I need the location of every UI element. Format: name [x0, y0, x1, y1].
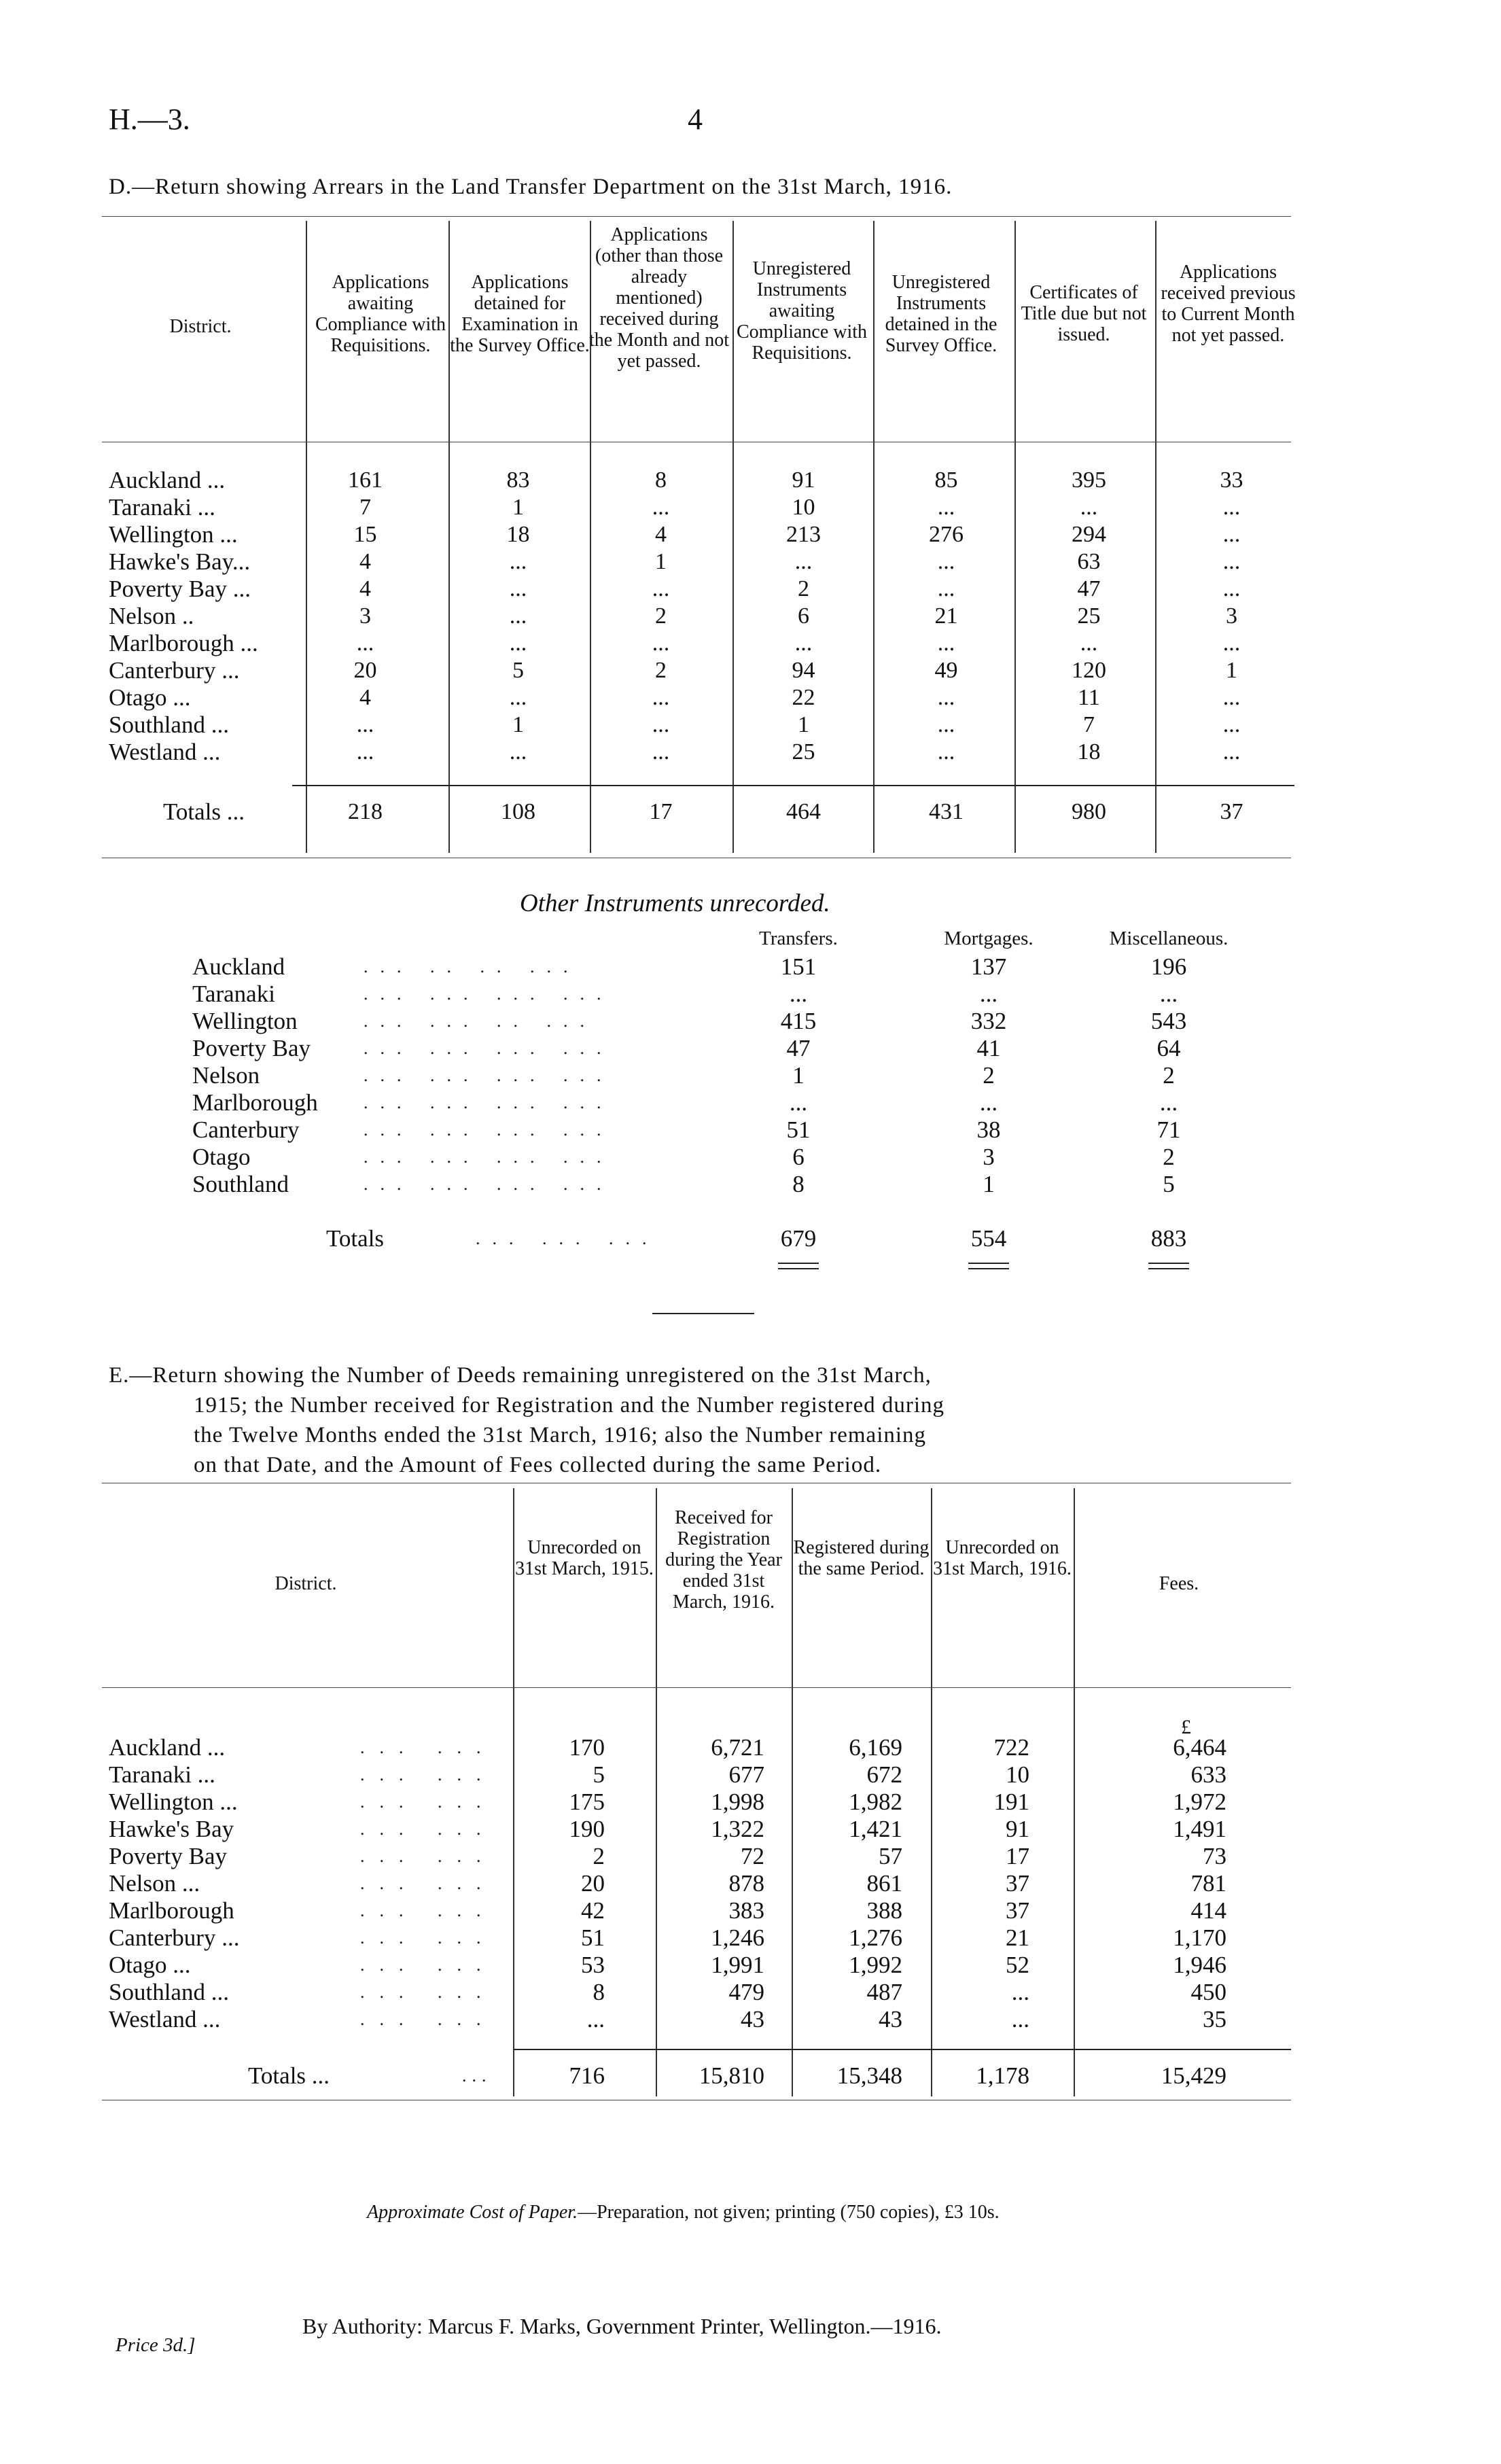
table-e-row-value: 1,246	[711, 1924, 764, 1951]
table-d-totals-value: 218	[348, 799, 383, 824]
other-instruments-double-rule	[778, 1263, 819, 1264]
table-d-row-value: ...	[652, 685, 670, 710]
other-instruments-district: Marlborough	[192, 1089, 318, 1116]
table-d-row-value: ...	[1222, 631, 1241, 656]
table-d-row-value: ...	[509, 631, 527, 656]
table-e-col-header: Fees.	[1159, 1573, 1199, 1594]
table-e-col-header: Unrecorded on 31st March, 1915.	[515, 1537, 654, 1579]
table-e-row-value: 43	[879, 2006, 902, 2032]
table-e-totals-value: 1,178	[976, 2062, 1029, 2089]
table-d-col-3: Applications (other than those already mentioned) received during the Month and not yet passed.	[588, 224, 730, 372]
table-e-row-value: 388	[866, 1897, 902, 1924]
table-e-row-value: 1,276	[849, 1924, 902, 1951]
page-number: 4	[688, 103, 703, 136]
other-instruments-value: 1	[983, 1171, 995, 1197]
table-d-row-value: ...	[937, 576, 955, 601]
table-e-title-line: E.—Return showing the Number of Deeds remaining unregistered on the 31st March,	[109, 1363, 932, 1388]
table-d-row-value: ...	[652, 495, 670, 520]
table-e-row-district: Poverty Bay	[109, 1843, 228, 1869]
other-instruments-district: Taranaki	[192, 981, 275, 1007]
other-instruments-leader: ... ... ... ...	[364, 1120, 614, 1140]
table-d-row-value: ...	[652, 712, 670, 737]
table-e-row-value: 781	[1190, 1870, 1226, 1897]
table-e-row-value: 72	[741, 1843, 764, 1869]
table-d-row-value: 1	[1226, 658, 1237, 683]
table-e-row-value: 91	[1006, 1816, 1029, 1842]
other-instruments-col-header: Mortgages.	[944, 928, 1034, 949]
table-e-row-value: 51	[581, 1924, 605, 1951]
table-d-row-district: Southland ...	[109, 711, 229, 738]
table-d-row-value: 83	[506, 468, 530, 493]
other-instruments-district: Nelson	[192, 1062, 260, 1089]
table-d-row-value: ...	[509, 739, 527, 764]
section-divider	[652, 1313, 754, 1314]
table-e-row-value: 414	[1190, 1897, 1226, 1924]
other-instruments-district: Southland	[192, 1171, 289, 1197]
table-d-row-district: Auckland ...	[109, 467, 226, 493]
table-e-row-value: 37	[1006, 1870, 1029, 1897]
table-d-row-district: Westland ...	[109, 739, 221, 765]
table-e-row-district: Wellington ...	[109, 1789, 238, 1815]
table-d-row-value: 49	[934, 658, 958, 683]
table-e-row-value: ...	[586, 2006, 605, 2032]
table-d-row-value: ...	[1222, 522, 1241, 547]
table-e-col-header: Received for Registration during the Year ended 31st March, 1916.	[665, 1507, 782, 1613]
table-d-totals-value: 17	[649, 799, 673, 824]
table-e-row-value: 878	[728, 1870, 764, 1897]
table-e-totals-value: 15,810	[699, 2062, 764, 2089]
table-e-row-leader: ... ...	[360, 1901, 496, 1920]
table-e-row-district: Southland ...	[109, 1979, 229, 2005]
table-e-row-value: 6,721	[711, 1734, 764, 1761]
table-e-row-value: 57	[879, 1843, 902, 1869]
table-d-row-value: ...	[1222, 495, 1241, 520]
table-e-row-leader: ... ...	[360, 1873, 496, 1893]
table-d-row-value: ...	[356, 712, 374, 737]
table-d-row-value: 18	[506, 522, 530, 547]
table-e-col-header: Unrecorded on 31st March, 1916.	[933, 1537, 1072, 1579]
table-d-row-value: ...	[1080, 495, 1098, 520]
table-d-row-value: ...	[937, 685, 955, 710]
table-d-row-value: 4	[359, 549, 371, 574]
table-d-col-7: Applications received previous to Current Month not yet passed.	[1161, 262, 1296, 346]
other-instruments-double-rule	[1148, 1263, 1189, 1264]
table-d-row-value: 8	[655, 468, 667, 493]
table-d-row-value: 120	[1072, 658, 1106, 683]
other-instruments-value: ...	[979, 1089, 998, 1116]
cost-note	[367, 2202, 1000, 2223]
table-d-row-value: 1	[798, 712, 809, 737]
table-d-row-value: ...	[509, 549, 527, 574]
table-e-totals-value: 15,429	[1161, 2062, 1226, 2089]
table-d-row-value: ...	[652, 739, 670, 764]
table-e-row-value: 1,421	[849, 1816, 902, 1842]
table-e-row-value: 450	[1190, 1979, 1226, 2005]
table-d-totals-rule	[292, 785, 1294, 786]
other-instruments-double-rule	[1148, 1268, 1189, 1269]
table-e-row-value: ...	[1011, 2006, 1029, 2032]
other-instruments-leader: ... ... ... ...	[364, 1147, 614, 1167]
other-instruments-value: 2	[1163, 1144, 1175, 1170]
other-instruments-leader: ... ... ... ...	[364, 1174, 614, 1194]
table-e-row-value: 10	[1006, 1761, 1029, 1788]
table-e-row-value: 190	[569, 1816, 605, 1842]
table-e-row-district: Taranaki ...	[109, 1761, 215, 1788]
table-d-col-1: Applications awaiting Compliance with Requisitions.	[315, 272, 446, 356]
other-instruments-totals-value: 679	[780, 1225, 817, 1252]
table-e-row-value: 52	[1006, 1952, 1029, 1978]
table-d-row-value: 94	[792, 658, 815, 683]
other-instruments-leader: ... .. .. ...	[364, 957, 580, 976]
other-instruments-district: Otago	[192, 1144, 251, 1170]
table-e-row-value: 479	[728, 1979, 764, 2005]
table-d-row-value: 33	[1220, 468, 1243, 493]
table-d-row-value: 3	[359, 603, 371, 629]
other-instruments-leader: ... ... ... ...	[364, 1066, 614, 1085]
table-e-row-leader: ... ...	[360, 2009, 496, 2029]
table-d-row-value: ...	[1222, 739, 1241, 764]
other-instruments-value: 2	[1163, 1062, 1175, 1089]
table-d-row-value: ...	[1222, 549, 1241, 574]
table-d-row-value: 85	[934, 468, 958, 493]
other-instruments-totals-value: 883	[1150, 1225, 1187, 1252]
table-d-row-value: 7	[359, 495, 371, 520]
table-e-row-value: 73	[1203, 1843, 1226, 1869]
table-d-row-value: ...	[794, 549, 813, 574]
other-instruments-value: 6	[792, 1144, 805, 1170]
table-d-row-value: ...	[937, 631, 955, 656]
table-d-row-value: ...	[509, 576, 527, 601]
other-instruments-col-header: Transfers.	[759, 928, 838, 949]
other-instruments-value: 332	[970, 1008, 1007, 1034]
table-d-row-value: ...	[652, 631, 670, 656]
table-d-row-district: Otago ...	[109, 684, 191, 711]
table-d-row-value: 213	[786, 522, 821, 547]
table-d-row-value: 25	[1077, 603, 1101, 629]
other-instruments-double-rule	[778, 1268, 819, 1269]
table-e-row-value: 6,464	[1173, 1734, 1226, 1761]
table-d-row-district: Taranaki ...	[109, 494, 215, 521]
table-e-totals-label: Totals ...	[248, 2062, 330, 2089]
table-e-row-value: 21	[1006, 1924, 1029, 1951]
table-e-row-district: Marlborough	[109, 1897, 234, 1924]
table-e-row-leader: ... ...	[360, 1738, 496, 1757]
table-e-row-value: 17	[1006, 1843, 1029, 1869]
table-d-row-district: Poverty Bay ...	[109, 576, 251, 602]
table-e-row-value: 722	[993, 1734, 1029, 1761]
table-d-row-value: ...	[652, 576, 670, 601]
table-e-row-value: 170	[569, 1734, 605, 1761]
table-d-row-value: 18	[1077, 739, 1101, 764]
table-d-row-value: 276	[929, 522, 964, 547]
government-printer-line: By Authority: Marcus F. Marks, Government Printer, Wellington.—1916.	[302, 2314, 942, 2338]
table-d-row-value: ...	[356, 631, 374, 656]
table-d-totals-value: 108	[501, 799, 535, 824]
table-e-row-value: 1,972	[1173, 1789, 1226, 1815]
other-instruments-value: ...	[979, 981, 998, 1007]
other-instruments-value: 5	[1163, 1171, 1175, 1197]
table-d-row-value: ...	[794, 631, 813, 656]
table-d-totals-value: 980	[1072, 799, 1106, 824]
table-e-row-value: ...	[1011, 1979, 1029, 2005]
table-e-row-district: Nelson ...	[109, 1870, 200, 1897]
table-e-row-district: Westland ...	[109, 2006, 221, 2032]
other-instruments-totals-leader: ... ... ...	[476, 1229, 659, 1248]
table-d-title: D.—Return showing Arrears in the Land Transfer Department on the 31st March, 1916.	[109, 175, 953, 199]
table-e-row-leader: ... ...	[360, 1955, 496, 1975]
table-e-row-value: 1,322	[711, 1816, 764, 1842]
table-d-totals-value: 37	[1220, 799, 1243, 824]
table-d-row-value: 3	[1226, 603, 1237, 629]
table-e-row-value: 1,982	[849, 1789, 902, 1815]
table-e-col-header: Registered during the same Period.	[793, 1537, 930, 1579]
table-e-row-district: Otago ...	[109, 1952, 191, 1978]
other-instruments-value: ...	[789, 1089, 808, 1116]
other-instruments-totals-label: Totals	[326, 1225, 385, 1252]
table-d-row-value: 2	[655, 658, 667, 683]
table-d-totals-value: 464	[786, 799, 821, 824]
table-e-row-value: 5	[593, 1761, 605, 1788]
table-e-title-line: 1915; the Number received for Registration and the Number registered during	[194, 1393, 945, 1418]
table-d-row-value: ...	[1222, 685, 1241, 710]
table-e-row-district: Auckland ...	[109, 1734, 226, 1761]
other-instruments-value: 2	[983, 1062, 995, 1089]
table-e-title-line: the Twelve Months ended the 31st March, 1916; also the Number remaining	[194, 1423, 927, 1447]
table-e-row-value: 42	[581, 1897, 605, 1924]
table-e-row-value: 20	[581, 1870, 605, 1897]
table-e-row-value: 175	[569, 1789, 605, 1815]
cost-note-text: —Preparation, not given; printing (750 copies), £3 10s.	[578, 2202, 1000, 2223]
table-e-row-value: 35	[1203, 2006, 1226, 2032]
table-e-row-leader: ... ...	[360, 1846, 496, 1866]
table-d-row-value: ...	[1222, 712, 1241, 737]
table-d-row-value: ...	[937, 712, 955, 737]
table-d-row-district: Canterbury ...	[109, 657, 240, 684]
table-e-row-value: 1,491	[1173, 1816, 1226, 1842]
other-instruments-district: Auckland	[192, 953, 285, 980]
table-e-row-district: Canterbury ...	[109, 1924, 240, 1951]
table-d-col-6: Certificates of Title due but not issued.	[1021, 282, 1147, 345]
table-d-row-value: 22	[792, 685, 815, 710]
table-d-row-value: 1	[512, 712, 524, 737]
table-d-row-district: Nelson ..	[109, 603, 194, 629]
table-d-row-value: 1	[655, 549, 667, 574]
table-d-row-value: 1	[512, 495, 524, 520]
table-e-header-rule	[102, 1687, 1291, 1688]
table-d-totals-value: 431	[929, 799, 964, 824]
table-e-totals-value: 716	[569, 2062, 605, 2089]
table-e-row-value: 672	[866, 1761, 902, 1788]
table-e-row-value: 677	[728, 1761, 764, 1788]
table-e-row-leader: ... ...	[360, 1765, 496, 1784]
table-e-col-header: District.	[275, 1573, 337, 1594]
table-e-row-value: 1,992	[849, 1952, 902, 1978]
table-d-row-value: 4	[359, 685, 371, 710]
table-e-row-value: 191	[993, 1789, 1029, 1815]
other-instruments-value: 47	[786, 1035, 811, 1061]
other-instruments-value: 8	[792, 1171, 805, 1197]
other-instruments-value: 64	[1156, 1035, 1181, 1061]
table-d-row-value: 161	[348, 468, 383, 493]
table-d-row-value: ...	[356, 739, 374, 764]
other-instruments-value: 137	[970, 953, 1007, 980]
cost-note-label: Approximate Cost of Paper.	[367, 2202, 578, 2223]
table-e-row-value: 1,998	[711, 1789, 764, 1815]
other-instruments-value: 51	[786, 1116, 811, 1143]
other-instruments-value: 71	[1156, 1116, 1181, 1143]
other-instruments-value: ...	[1159, 1089, 1178, 1116]
table-e-row-value: 1,946	[1173, 1952, 1226, 1978]
table-d-row-value: ...	[509, 603, 527, 629]
table-d-row-value: ...	[509, 685, 527, 710]
table-d-col-5: Unregistered Instruments detained in the Survey Office.	[885, 272, 997, 356]
table-d-row-value: 2	[798, 576, 809, 601]
table-e-row-leader: ... ...	[360, 1982, 496, 2002]
table-d-row-value: 91	[792, 468, 815, 493]
table-d-row-value: ...	[1080, 631, 1098, 656]
other-instruments-district: Wellington	[192, 1008, 298, 1034]
table-d-row-value: ...	[937, 549, 955, 574]
other-instruments-district: Poverty Bay	[192, 1035, 311, 1061]
table-e-row-value: 633	[1190, 1761, 1226, 1788]
table-e-row-value: 1,170	[1173, 1924, 1226, 1951]
table-d-row-value: 4	[359, 576, 371, 601]
other-instruments-leader: ... ... ... ...	[364, 1038, 614, 1058]
other-instruments-value: 41	[976, 1035, 1001, 1061]
table-e-row-value: 6,169	[849, 1734, 902, 1761]
table-d-row-value: ...	[937, 739, 955, 764]
table-d-row-value: 4	[655, 522, 667, 547]
table-d-col-district: District.	[169, 316, 232, 337]
table-d-col-2: Applications detained for Examination in the Survey Office.	[450, 272, 590, 356]
table-d-row-district: Hawke's Bay...	[109, 548, 251, 575]
table-d-row-value: 21	[934, 603, 958, 629]
price-label: Price 3d.]	[116, 2334, 196, 2356]
table-d-totals-label: Totals ...	[163, 798, 245, 825]
other-instruments-leader: ... ... ... ...	[364, 984, 614, 1004]
table-d-row-district: Marlborough ...	[109, 630, 258, 656]
table-e-totals-rule	[513, 2049, 1291, 2050]
other-instruments-value: ...	[1159, 981, 1178, 1007]
other-instruments-value: 1	[792, 1062, 805, 1089]
table-d-row-value: 6	[798, 603, 809, 629]
table-e-row-value: 53	[581, 1952, 605, 1978]
table-d-row-value: 20	[353, 658, 377, 683]
table-d-row-value: ...	[1222, 576, 1241, 601]
other-instruments-double-rule	[968, 1263, 1009, 1264]
table-d-row-value: 63	[1077, 549, 1101, 574]
other-instruments-title: Other Instruments unrecorded.	[520, 890, 830, 917]
page-code: H.—3.	[109, 103, 190, 136]
table-e-row-value: 861	[866, 1870, 902, 1897]
other-instruments-value: 415	[780, 1008, 817, 1034]
table-e-currency-symbol: £	[1181, 1716, 1191, 1738]
table-d-row-district: Wellington ...	[109, 521, 238, 548]
other-instruments-col-header: Miscellaneous.	[1109, 928, 1229, 949]
table-d-row-value: 294	[1072, 522, 1106, 547]
table-e-row-value: 383	[728, 1897, 764, 1924]
other-instruments-value: 38	[976, 1116, 1001, 1143]
other-instruments-value: 196	[1150, 953, 1187, 980]
table-d-col-4: Unregistered Instruments awaiting Compliance with Requisitions.	[736, 258, 868, 364]
table-e-row-value: 1,991	[711, 1952, 764, 1978]
other-instruments-value: 3	[983, 1144, 995, 1170]
table-e-totals-leader: ...	[462, 2066, 492, 2085]
table-d-row-value: 10	[792, 495, 815, 520]
table-e-row-value: 43	[741, 2006, 764, 2032]
table-d-row-value: 5	[512, 658, 524, 683]
other-instruments-leader: ... ... ... ...	[364, 1093, 614, 1112]
other-instruments-value: 543	[1150, 1008, 1187, 1034]
other-instruments-value: 151	[780, 953, 817, 980]
table-d-row-value: 7	[1083, 712, 1095, 737]
other-instruments-double-rule	[968, 1268, 1009, 1269]
table-d-top-rule	[102, 216, 1291, 217]
table-d-row-value: 2	[655, 603, 667, 629]
other-instruments-leader: ... ... .. ...	[364, 1011, 597, 1031]
table-e-totals-value: 15,348	[836, 2062, 902, 2089]
table-e-row-value: 37	[1006, 1897, 1029, 1924]
table-e-row-value: 8	[593, 1979, 605, 2005]
table-e-title-line: on that Date, and the Amount of Fees collected during the same Period.	[194, 1453, 882, 1477]
other-instruments-district: Canterbury	[192, 1116, 300, 1143]
table-e-row-leader: ... ...	[360, 1792, 496, 1812]
table-e-row-leader: ... ...	[360, 1928, 496, 1948]
table-e-row-leader: ... ...	[360, 1819, 496, 1839]
table-e-row-value: 2	[593, 1843, 605, 1869]
table-d-row-value: 11	[1078, 685, 1100, 710]
table-e-row-district: Hawke's Bay	[109, 1816, 234, 1842]
table-d-row-value: 395	[1072, 468, 1106, 493]
other-instruments-value: ...	[789, 981, 808, 1007]
table-d-row-value: 15	[353, 522, 377, 547]
other-instruments-totals-value: 554	[970, 1225, 1007, 1252]
table-e-row-value: 487	[866, 1979, 902, 2005]
table-d-row-value: 25	[792, 739, 815, 764]
table-d-row-value: 47	[1077, 576, 1101, 601]
table-d-row-value: ...	[937, 495, 955, 520]
